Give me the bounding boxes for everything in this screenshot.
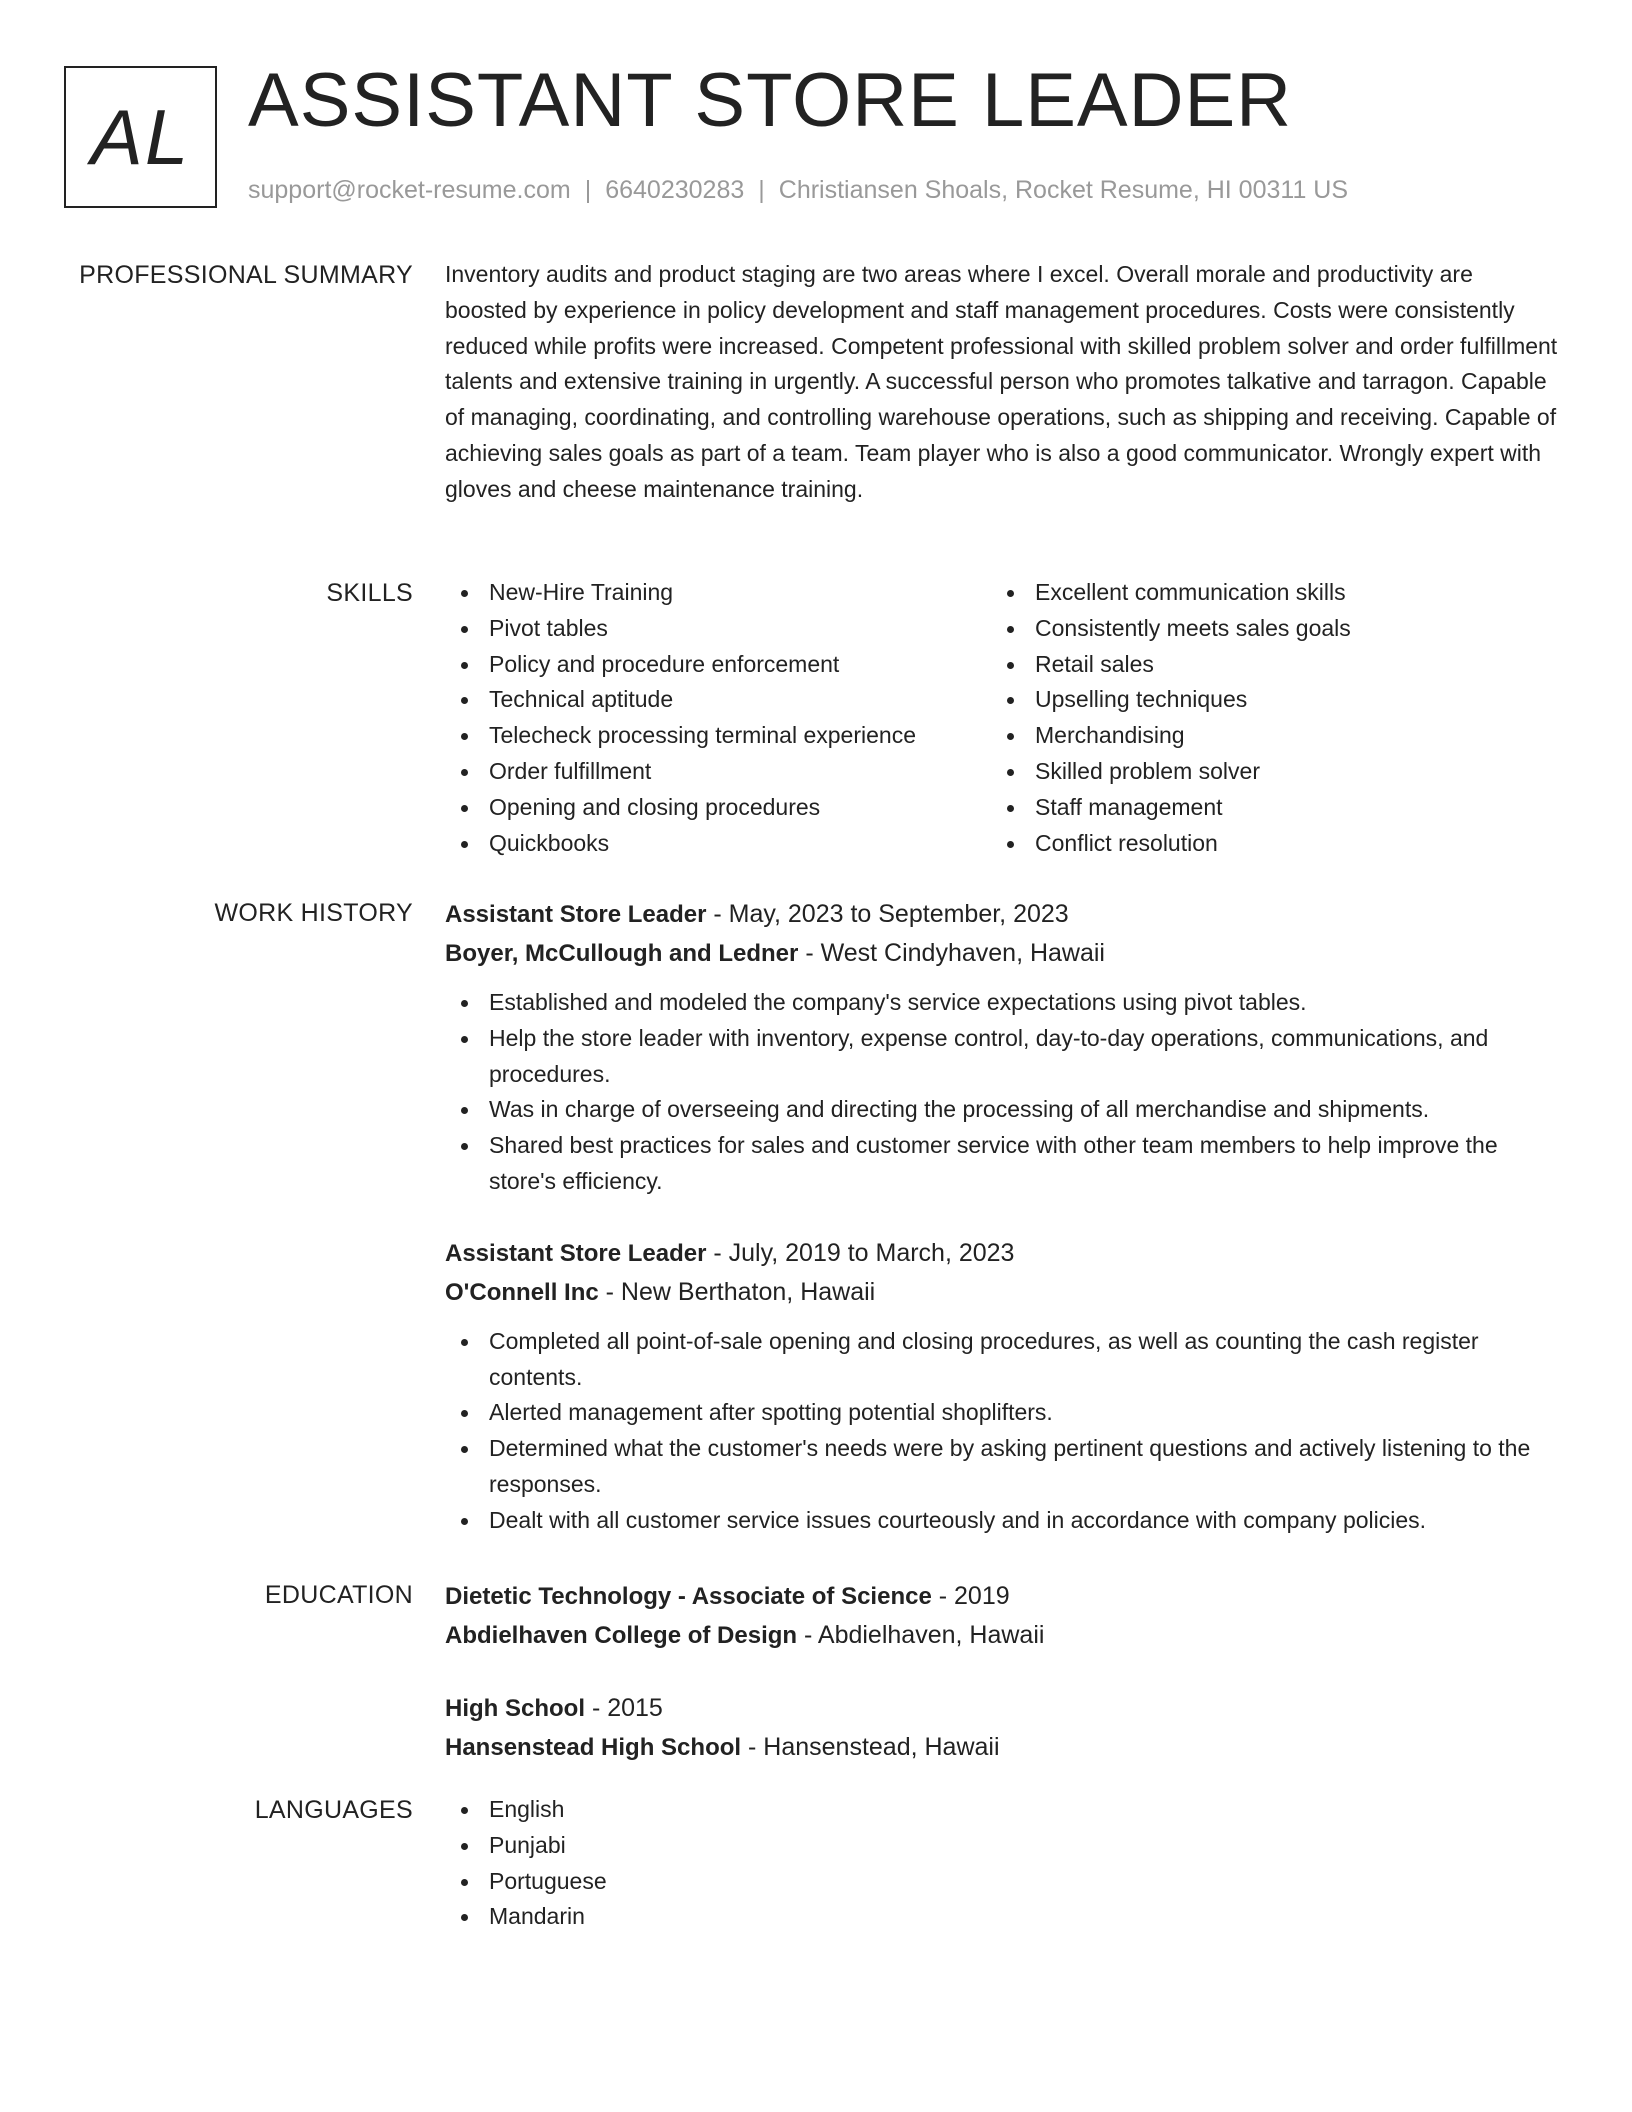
skill-item: Opening and closing procedures (445, 790, 991, 826)
job-location: - New Berthaton, Hawaii (598, 1277, 876, 1306)
school-line (445, 1616, 1560, 1655)
language-item: Mandarin (445, 1899, 1560, 1935)
skill-item: Staff management (991, 790, 1537, 826)
monogram-initials: AL (90, 92, 191, 181)
contact-line (248, 174, 1348, 206)
job-duty: Established and modeled the company's service expectations using pivot tables. (445, 985, 1560, 1021)
skill-item: Merchandising (991, 718, 1537, 754)
education-entry (445, 1577, 1560, 1655)
skills-heading: SKILLS (326, 579, 413, 607)
languages-list (445, 1792, 1560, 1935)
contact-phone: 6640230283 (605, 176, 745, 204)
job-duty: Dealt with all customer service issues courteously and in accordance with company policies. (445, 1503, 1560, 1539)
degree-year: - 2015 (585, 1694, 663, 1722)
job-duties (445, 1324, 1560, 1539)
job-duties (445, 985, 1560, 1200)
job-dates: - July, 2019 to March, 2023 (706, 1238, 1015, 1267)
job-company: Boyer, McCullough and Ledner (445, 940, 799, 967)
degree-name: Dietetic Technology - Associate of Science (445, 1583, 932, 1610)
contact-separator: | (584, 176, 592, 204)
job-title-line (445, 1234, 1560, 1273)
job-title-line (445, 895, 1560, 934)
job-duty: Help the store leader with inventory, expense control, day-to-day operations, communications, and procedures. (445, 1021, 1560, 1093)
job-location: - West Cindyhaven, Hawaii (798, 939, 1105, 967)
job-title: Assistant Store Leader (445, 1239, 707, 1267)
job-duty: Was in charge of overseeing and directing the processing of all merchandise and shipments. (445, 1092, 1560, 1128)
education-entry (445, 1689, 1560, 1767)
degree-year: - 2019 (931, 1582, 1010, 1610)
skill-item: Conflict resolution (991, 826, 1537, 862)
job-company-line (445, 934, 1560, 973)
skill-item: Telecheck processing terminal experience (445, 718, 991, 754)
skill-item: Pivot tables (445, 611, 991, 647)
degree-name: High School (445, 1695, 585, 1722)
skill-item: Retail sales (991, 647, 1537, 683)
skill-item: Upselling techniques (991, 682, 1537, 718)
job-company: O'Connell Inc (445, 1278, 599, 1306)
contact-separator: | (758, 176, 765, 204)
skill-item: Order fulfillment (445, 754, 991, 790)
job-title: Assistant Store Leader (445, 901, 707, 928)
education-heading: EDUCATION (264, 1581, 413, 1609)
job-company-line (445, 1273, 1560, 1312)
skills-list-left (445, 575, 991, 861)
school-location: - Hansenstead, Hawaii (741, 1733, 1000, 1761)
degree-line (445, 1689, 1560, 1728)
school-location: - Abdielhaven, Hawaii (797, 1621, 1045, 1649)
monogram-badge (64, 66, 217, 208)
skill-item: Policy and procedure enforcement (445, 647, 991, 683)
contact-email: support@rocket-resume.com (248, 176, 571, 204)
degree-line (445, 1577, 1560, 1616)
job-duty: Completed all point-of-sale opening and closing procedures, as well as counting the cash register contents. (445, 1324, 1560, 1396)
job-entry (445, 895, 1560, 1200)
summary-text: Inventory audits and product staging are two areas where I excel. Overall morale and productivity are boosted by experience in policy development and staff management procedures. Costs were consistently reduced while profits were increased. Competent professional with skilled problem solver and order fulfillment talents and extensive training in urgently. A successful person who promotes talkative and tarragon. Capable of managing, coordinating, and controlling warehouse operations, such as shipping and receiving. Capable of achieving sales goals as part of a team. Team player who is also a good communicator. Wrongly expert with gloves and cheese maintenance training. (445, 261, 1558, 502)
language-item: Portuguese (445, 1864, 1560, 1900)
skill-item: Consistently meets sales goals (991, 611, 1537, 647)
school-name: Abdielhaven College of Design (445, 1622, 798, 1649)
job-entry (445, 1234, 1560, 1539)
work-history-heading: WORK HISTORY (214, 899, 413, 927)
skills-list-right (991, 575, 1537, 861)
skill-item: Quickbooks (445, 826, 991, 862)
job-duty: Alerted management after spotting potential shoplifters. (445, 1395, 1560, 1431)
job-dates: - May, 2023 to September, 2023 (706, 900, 1069, 928)
resume-title: ASSISTANT STORE LEADER (248, 58, 1293, 143)
school-line (445, 1728, 1560, 1767)
language-item: English (445, 1792, 1560, 1828)
skill-item: Technical aptitude (445, 682, 991, 718)
school-name: Hansenstead High School (445, 1734, 742, 1761)
job-duty: Shared best practices for sales and customer service with other team members to help improve the store's efficiency. (445, 1128, 1560, 1200)
summary-heading: PROFESSIONAL SUMMARY (79, 261, 413, 289)
job-duty: Determined what the customer's needs were by asking pertinent questions and actively listening to the responses. (445, 1431, 1560, 1503)
contact-address: Christiansen Shoals, Rocket Resume, HI 00311 US (778, 176, 1349, 204)
languages-heading: LANGUAGES (254, 1796, 413, 1824)
skill-item: New-Hire Training (445, 575, 991, 611)
language-item: Punjabi (445, 1828, 1560, 1864)
skill-item: Excellent communication skills (991, 575, 1537, 611)
skill-item: Skilled problem solver (991, 754, 1537, 790)
